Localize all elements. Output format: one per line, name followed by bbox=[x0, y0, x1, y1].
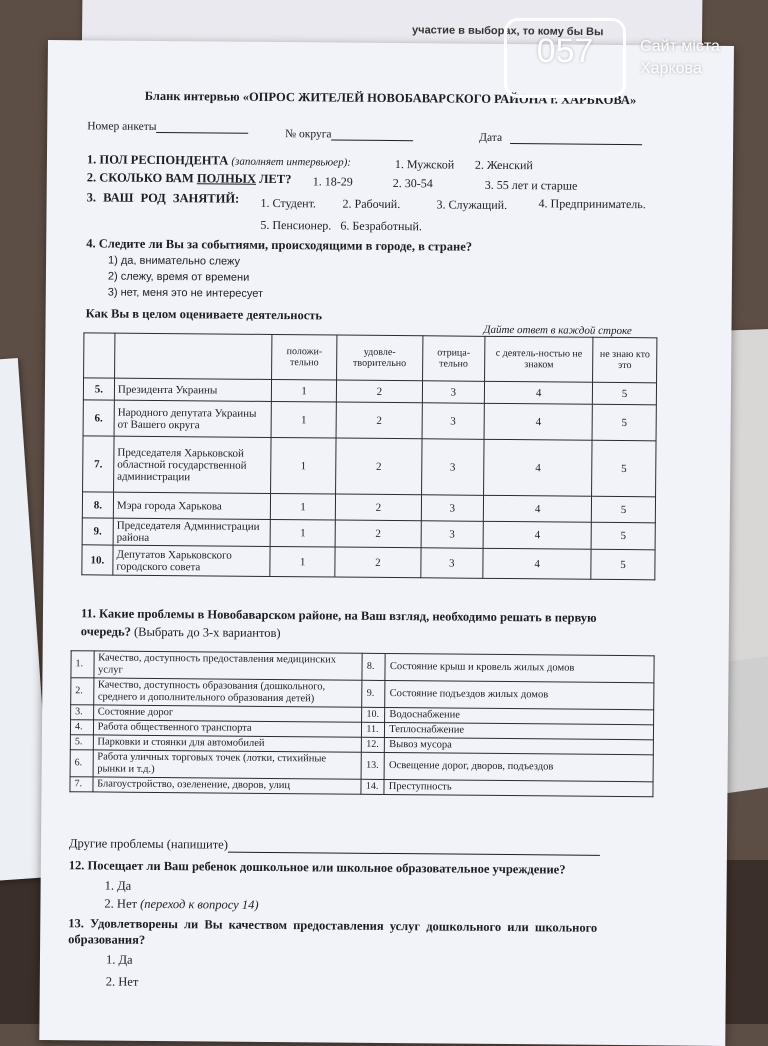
rating-row-number: 6. bbox=[83, 400, 114, 436]
rating-option-cell[interactable]: 5 bbox=[593, 382, 657, 405]
question-4-label: 4. Следите ли Вы за событиями, происходящими в городе, в стране? bbox=[86, 236, 473, 254]
rating-heading bbox=[86, 306, 323, 323]
rating-option-cell[interactable]: 3 bbox=[422, 403, 485, 440]
problem-number-left: 5. bbox=[70, 735, 93, 750]
rating-option-cell[interactable]: 3 bbox=[421, 495, 484, 522]
rating-option-cell[interactable]: 4 bbox=[484, 439, 593, 496]
question-11-cont bbox=[81, 624, 281, 641]
rating-row bbox=[83, 400, 656, 441]
problem-number-left: 2. bbox=[71, 678, 94, 705]
rating-row-label: Депутатов Харьковского городского совета bbox=[113, 545, 270, 576]
rating-col-satisfactory: удовле-творительно bbox=[337, 335, 423, 381]
rating-table-body bbox=[82, 378, 657, 580]
rating-option-cell[interactable]: 5 bbox=[592, 440, 656, 497]
problems-table-body bbox=[70, 651, 654, 797]
q12-option-2-note: (переход к вопросу 14) bbox=[140, 896, 259, 912]
rating-row-number: 10. bbox=[82, 545, 113, 575]
q3-option-6[interactable]: 6. Безработный. bbox=[340, 218, 422, 234]
question-12-label: 12. Посещает ли Ваш ребенок дошкольное или школьное образовательное учреждение? bbox=[68, 858, 566, 877]
rating-row-label: Председателя Администрации района bbox=[113, 518, 270, 546]
rating-option-cell[interactable]: 1 bbox=[271, 437, 337, 494]
rating-row-label: Мэра города Харькова bbox=[113, 492, 270, 519]
other-problems-label: Другие проблемы (напишите) bbox=[68, 836, 228, 852]
rating-option-cell[interactable]: 4 bbox=[483, 495, 591, 522]
question-13-cont bbox=[68, 932, 145, 948]
q12-option-2[interactable] bbox=[104, 897, 258, 913]
rating-row-number: 8. bbox=[82, 492, 113, 518]
rating-heading-text: Как Вы в целом оцениваете деятельность bbox=[85, 306, 323, 323]
q3-option-3[interactable]: 3. Служащий. bbox=[436, 197, 508, 213]
problem-option-right[interactable]: Освещение дорог, дворов, подъездов bbox=[384, 752, 653, 781]
question-4 bbox=[86, 236, 472, 254]
problem-number-left: 4. bbox=[70, 720, 93, 735]
rating-option-cell[interactable]: 1 bbox=[270, 546, 336, 577]
rating-option-cell[interactable]: 2 bbox=[335, 547, 421, 578]
question-13 bbox=[68, 916, 597, 936]
question-2 bbox=[87, 170, 292, 187]
q3-option-4[interactable]: 4. Предприниматель. bbox=[538, 196, 646, 212]
rating-option-cell[interactable]: 1 bbox=[270, 493, 336, 520]
rating-option-cell[interactable]: 1 bbox=[271, 379, 336, 402]
problem-option-left[interactable]: Качество, доступность образования (дошкольного, среднего и дополнительного образования детей) bbox=[93, 678, 362, 707]
rating-row-number: 9. bbox=[82, 518, 113, 545]
question-3-label: 3. ВАШ РОД ЗАНЯТИЙ: bbox=[86, 190, 240, 206]
background-sheet-text-2: участие в выборах, то кому бы Вы bbox=[412, 24, 604, 39]
rating-row-label: Народного депутата Украины от Вашего округа bbox=[114, 400, 271, 437]
rating-option-cell[interactable]: 2 bbox=[335, 520, 421, 548]
q2-option-2[interactable]: 2. 30-54 bbox=[392, 176, 433, 191]
site-logo: 057 bbox=[504, 18, 626, 98]
q12-option-2-label: 2. Нет bbox=[104, 896, 138, 911]
problem-option-left[interactable]: Работа общественного транспорта bbox=[93, 720, 362, 737]
problem-number-left: 1. bbox=[71, 651, 94, 678]
problem-option-right[interactable]: Вывоз мусора bbox=[385, 737, 654, 754]
rating-option-cell[interactable]: 4 bbox=[485, 381, 593, 404]
anketa-label: Номер анкеты bbox=[87, 120, 157, 133]
date-line bbox=[510, 132, 642, 145]
site-logo-caption-line-2: Харкова bbox=[640, 60, 702, 77]
site-logo-caption-line-1: Сайт міста bbox=[640, 38, 720, 55]
problem-option-left[interactable]: Благоустройство, озеленение, дворов, улиц bbox=[93, 777, 362, 794]
problem-option-right[interactable]: Состояние крыш и кровель жилых домов bbox=[385, 653, 654, 682]
rating-row bbox=[82, 545, 655, 580]
problem-number-right: 9. bbox=[362, 680, 385, 707]
rating-option-cell[interactable]: 2 bbox=[336, 402, 422, 439]
rating-option-cell[interactable]: 3 bbox=[420, 548, 483, 579]
q3-option-1[interactable]: 1. Студент. bbox=[260, 195, 317, 211]
q4-option-1[interactable]: 1) да, внимательно слежу bbox=[108, 254, 241, 268]
problem-number-right: 13. bbox=[361, 752, 384, 779]
problem-number-right: 14. bbox=[361, 779, 384, 794]
rating-option-cell[interactable]: 1 bbox=[271, 401, 337, 438]
rating-row-number: 7. bbox=[83, 436, 114, 492]
rating-hint: Дайте ответ в каждой строке bbox=[483, 323, 632, 338]
date-label: Дата bbox=[479, 131, 503, 144]
problem-option-right[interactable]: Состояние подъездов жилых домов bbox=[385, 680, 654, 709]
anketa-line bbox=[156, 121, 248, 134]
q3-option-2[interactable]: 2. Рабочий. bbox=[342, 196, 401, 212]
rating-option-cell[interactable]: 5 bbox=[592, 496, 656, 523]
rating-option-cell[interactable]: 5 bbox=[591, 522, 655, 550]
problem-option-right[interactable]: Преступность bbox=[384, 779, 653, 796]
q2-option-3[interactable]: 3. 55 лет и старше bbox=[484, 177, 578, 193]
q2-option-1[interactable]: 1. 18-29 bbox=[312, 174, 353, 189]
question-2-label: 2. СКОЛЬКО ВАМ bbox=[86, 170, 197, 186]
okrug-field bbox=[285, 128, 413, 141]
problem-option-left[interactable]: Качество, доступность предоставления медицинских услуг bbox=[94, 651, 363, 680]
form-title: Бланк интервью «ОПРОС ЖИТЕЛЕЙ НОВОБАВАРСКОГО РАЙОНА г. ХАРЬКОВА» bbox=[144, 88, 637, 108]
other-problems-field[interactable] bbox=[69, 836, 600, 856]
rating-table bbox=[81, 332, 657, 580]
rating-col-unfamiliar: с деятель-ностью не знаком bbox=[485, 336, 593, 382]
q1-option-1[interactable]: 1. Мужской bbox=[394, 157, 455, 172]
question-2-label-end: ЛЕТ? bbox=[255, 171, 292, 187]
problem-number-left: 7. bbox=[70, 777, 93, 792]
rating-option-cell[interactable]: 5 bbox=[591, 549, 655, 580]
rating-row bbox=[83, 436, 656, 497]
okrug-line bbox=[331, 128, 413, 141]
question-1-note: (заполняет интервьюер): bbox=[231, 155, 351, 169]
rating-option-cell[interactable]: 2 bbox=[337, 380, 422, 403]
anketa-field bbox=[87, 120, 248, 133]
rating-header-blank-2 bbox=[115, 333, 272, 379]
question-13-label: 13. Удовлетворены ли Вы качеством предоставления услуг дошкольного или школьного bbox=[68, 916, 598, 935]
problem-option-left[interactable]: Состояние дорог bbox=[93, 705, 362, 722]
form-meta-row bbox=[87, 120, 687, 144]
problem-number-left: 6. bbox=[70, 750, 93, 777]
rating-header-blank bbox=[84, 333, 115, 378]
problem-option-left[interactable]: Парковки и стоянки для автомобилей bbox=[93, 735, 362, 752]
rating-row-number: 5. bbox=[83, 378, 114, 400]
rating-option-cell[interactable]: 5 bbox=[592, 404, 656, 441]
rating-col-positive: положи-тельно bbox=[272, 334, 338, 380]
problem-option-right[interactable]: Теплоснабжение bbox=[385, 722, 654, 739]
problems-table bbox=[69, 650, 654, 797]
date-field bbox=[479, 132, 642, 145]
q4-option-2[interactable]: 2) слежу, время от времени bbox=[107, 270, 250, 284]
q3-option-5[interactable]: 5. Пенсионер. bbox=[260, 217, 332, 233]
rating-option-cell[interactable]: 1 bbox=[270, 519, 336, 547]
rating-option-cell[interactable]: 3 bbox=[422, 381, 485, 404]
question-11-label-2: очередь? bbox=[80, 624, 131, 639]
question-11-label: 11. Какие проблемы в Новобаварском районе, на Ваш взгляд, необходимо решать в первую bbox=[80, 606, 597, 625]
question-1-label: 1. ПОЛ РЕСПОНДЕНТА bbox=[86, 152, 229, 168]
problem-number-right: 8. bbox=[362, 653, 385, 680]
rating-header-row bbox=[84, 333, 657, 383]
rating-option-cell[interactable]: 3 bbox=[421, 521, 484, 549]
question-12 bbox=[69, 858, 566, 877]
rating-col-dont-know: не знаю кто это bbox=[593, 337, 657, 383]
question-2-label-underlined: ПОЛНЫХ bbox=[196, 171, 257, 186]
other-problems-line[interactable] bbox=[228, 841, 600, 856]
problem-option-left[interactable]: Работа уличных торговых точек (лотки, стихийные рынки и т.д.) bbox=[93, 750, 362, 779]
question-11-note: (Выбрать до 3-х вариантов) bbox=[133, 624, 281, 641]
problem-number-right: 10. bbox=[362, 707, 385, 722]
rating-option-cell[interactable]: 3 bbox=[421, 439, 484, 496]
rating-row-label: Президента Украины bbox=[114, 378, 271, 401]
question-11 bbox=[81, 606, 597, 625]
rating-option-cell[interactable]: 4 bbox=[484, 403, 592, 440]
question-1 bbox=[87, 152, 351, 169]
q13-option-2[interactable]: 2. Нет bbox=[105, 974, 139, 989]
q1-option-2[interactable]: 2. Женский bbox=[474, 157, 533, 173]
rating-option-cell[interactable]: 2 bbox=[336, 438, 422, 495]
rating-option-cell[interactable]: 4 bbox=[483, 521, 591, 549]
rating-option-cell[interactable]: 2 bbox=[336, 494, 422, 521]
survey-form-sheet bbox=[39, 40, 734, 1046]
okrug-label: № округа bbox=[285, 128, 332, 141]
q13-option-1[interactable]: 1. Да bbox=[105, 952, 133, 967]
problem-number-right: 11. bbox=[362, 722, 385, 737]
q12-option-1[interactable]: 1. Да bbox=[104, 878, 132, 893]
site-logo-caption bbox=[640, 36, 720, 80]
question-13-label-2: образования? bbox=[68, 932, 146, 947]
question-3 bbox=[87, 190, 240, 206]
problem-number-left: 3. bbox=[71, 705, 94, 720]
problem-option-right[interactable]: Водоснабжение bbox=[385, 707, 654, 724]
rating-row-label: Председателя Харьковской областной государственной администрации bbox=[114, 436, 271, 493]
rating-option-cell[interactable]: 4 bbox=[483, 548, 591, 579]
problem-number-right: 12. bbox=[362, 737, 385, 752]
rating-col-negative: отрица-тельно bbox=[422, 336, 485, 382]
q4-option-3[interactable]: 3) нет, меня это не интересует bbox=[107, 286, 264, 300]
